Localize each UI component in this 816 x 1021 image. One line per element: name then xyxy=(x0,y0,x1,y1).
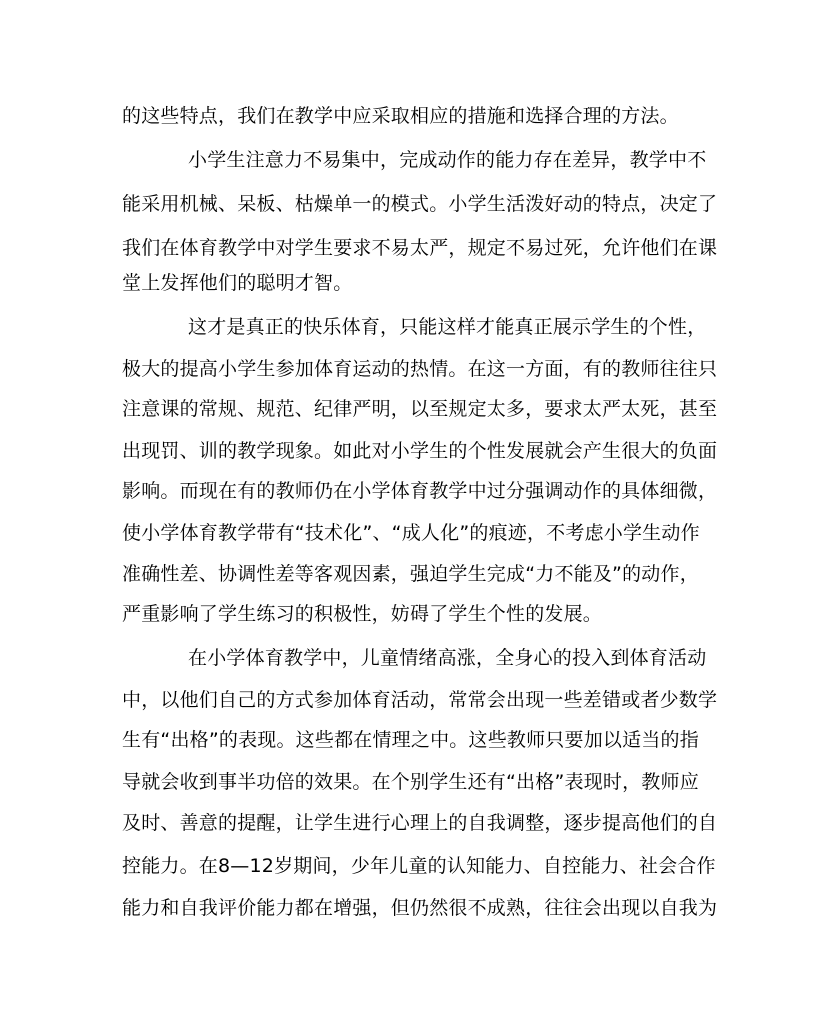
text-line: 控能力。在8—12岁期间，少年儿童的认知能力、自控能力、社会合作 xyxy=(122,855,716,877)
text-line: 导就会收到事半功倍的效果。在个别学生还有“出格”表现时，教师应 xyxy=(122,771,699,793)
text-line: 影响。而现在有的教师仍在小学体育教学中过分强调动作的具体细微， xyxy=(122,480,718,502)
text-line: 出现罚、训的教学现象。如此对小学生的个性发展就会产生很大的负面 xyxy=(122,440,718,462)
text-line: 及时、善意的提醒，让学生进行心理上的自我调整，逐步提高他们的自 xyxy=(122,812,718,834)
text-line: 严重影响了学生练习的积极性，妨碍了学生个性的发展。 xyxy=(122,603,603,625)
text-line: 小学生注意力不易集中，完成动作的能力存在差异，教学中不 xyxy=(188,149,707,171)
text-line: 在小学体育教学中，儿童情绪高涨，全身心的投入到体育活动 xyxy=(188,647,707,669)
text-line: 这才是真正的快乐体育，只能这样才能真正展示学生的个性， xyxy=(188,316,707,338)
text-line: 的这些特点，我们在教学中应采取相应的措施和选择合理的方法。 xyxy=(122,105,679,127)
text-line: 极大的提高小学生参加体育运动的热情。在这一方面，有的教师往往只 xyxy=(122,358,718,380)
text-line: 我们在体育教学中对学生要求不易太严，规定不易过死，允许他们在课 xyxy=(122,237,718,259)
text-line: 注意课的常规、规范、纪律严明，以至规定太多，要求太严太死，甚至 xyxy=(122,398,718,420)
text-line: 使小学体育教学带有“技术化”、“成人化”的痕迹，不考虑小学生动作 xyxy=(122,522,700,544)
text-line: 堂上发挥他们的聪明才智。 xyxy=(122,272,353,294)
text-line: 中，以他们自己的方式参加体育活动，常常会出现一些差错或者少数学 xyxy=(122,689,718,711)
text-line: 能力和自我评价能力都在增强，但仍然很不成熟，往往会出现以自我为 xyxy=(122,897,718,919)
text-line: 能采用机械、呆板、枯燥单一的模式。小学生活泼好动的特点，决定了 xyxy=(122,193,718,215)
text-line: 生有“出格”的表现。这些都在情理之中。这些教师只要加以适当的指 xyxy=(122,729,699,751)
text-line: 准确性差、协调性差等客观因素，强迫学生完成“力不能及”的动作， xyxy=(122,563,699,585)
